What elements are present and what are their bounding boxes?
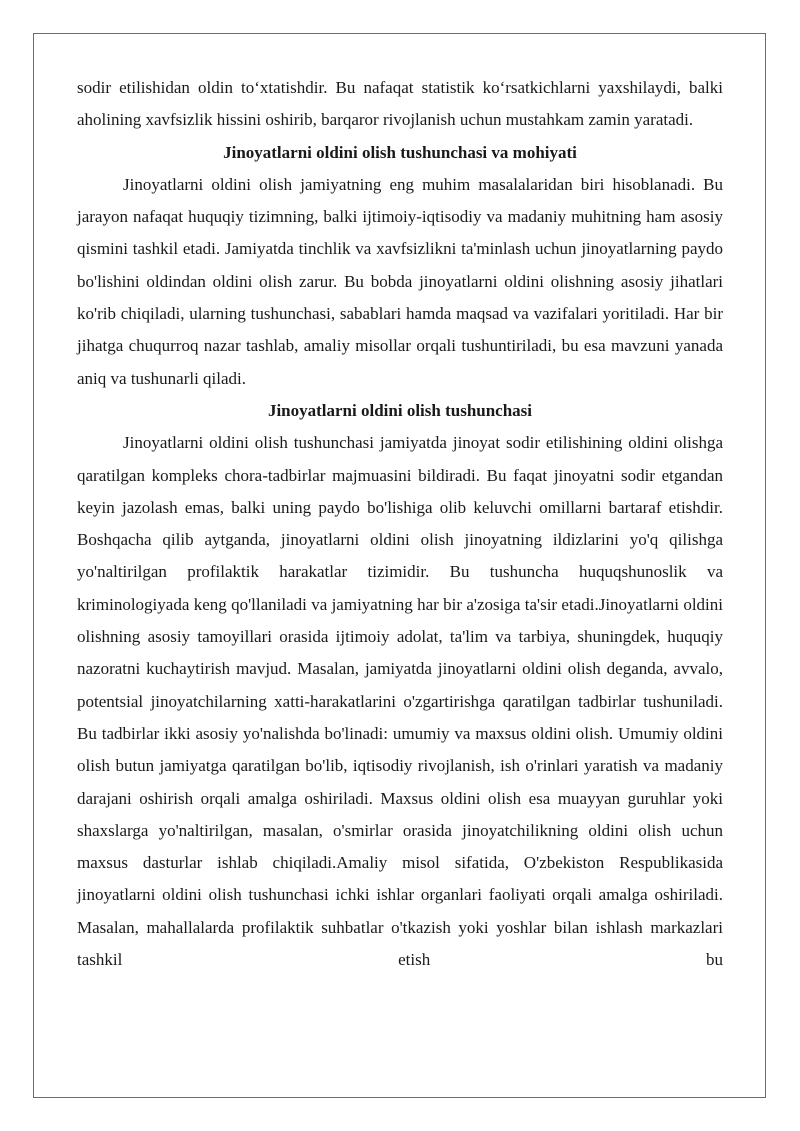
intro-paragraph: sodir etilishidan oldin to‘xtatishdir. Bu nafaqat statistik ko‘rsatkichlarni yaxshilaydi, balki aholining xavfsizlik hissini oshirib, barqaror rivojlanish uchun mustahkam zamin yaratadi. [77, 78, 723, 130]
subsection-paragraph: Jinoyatlarni oldini olish tushunchasi jamiyatda jinoyat sodir etilishining oldini olishga qaratilgan kompleks chora-tadbirlar majmuasini bildiradi. Bu faqat jinoyatni sodir etgandan keyin jazolash emas, balki uning paydo bo'lishiga olib keluvchi omillarni bartaraf etishdir. Boshqacha qilib aytganda, jinoyatlarni oldini olish jinoyatning ildizlarini yo'q qilishga yo'naltirilgan profilaktik harakatlar tizimidir. Bu tushuncha huquqshunoslik va kriminologiyada keng qo'llaniladi va jamiyatning har bir a'zosiga ta'sir etadi.Jinoyatlarni oldini olishning asosiy tamoyillari orasida ijtimoiy adolat, ta'lim va tarbiya, shuningdek, huquqiy nazoratni kuchaytirish mavjud. Masalan, jamiyatda jinoyatlarni oldini olish deganda, avvalo, potentsial jinoyatchilarning xatti-harakatlarini o'zgartirishga qaratilgan tadbirlar tushuniladi. Bu tadbirlar ikki asosiy yo'nalishda bo'linadi: umumiy va maxsus oldini olish. Umumiy oldini olish butun jamiyatga qaratilgan bo'lib, iqtisodiy rivojlanish, ish o'rinlari yaratish va madaniy darajani oshirish orqali amalga oshiriladi. Maxsus oldini olish esa muayyan guruhlar yoki shaxslarga yo'naltirilgan, masalan, o'smirlar orasida jinoyatchilikning oldini olish uchun maxsus dasturlar ishlab chiqiladi.Amaliy misol sifatida, O'zbekiston Respublikasida jinoyatlarni oldini olish tushunchasi ichki ishlar organlari faoliyati orqali amalga oshiriladi. Masalan, mahallalarda profilaktik suhbatlar o'tkazish yoki yoshlar bilan ishlash markazlari tashkil etish bu [77, 433, 723, 970]
subsection-heading: Jinoyatlarni oldini olish tushunchasi [267, 400, 533, 420]
section-heading: Jinoyatlarni oldini olish tushunchasi va mohiyati [223, 142, 577, 162]
section-paragraph: Jinoyatlarni oldini olish jamiyatning eng muhim masalalaridan biri hisoblanadi. Bu jarayon nafaqat huquqiy tizimning, balki ijtimoiy-iqtisodiy va madaniy muhitning ham asosiy qismini tashkil etadi. Jamiyatda tinchlik va xavfsizlikni ta'minlash uchun jinoyatlarning paydo bo'lishini oldindan oldini olish zarur. Bu bobda jinoyatlarni oldini olishning asosiy jihatlari ko'rib chiqiladi, ularning tushunchasi, sabablari hamda maqsad va vazifalari yoritiladi. Har bir jihatga chuqurroq nazar tashlab, amaliy misollar orqali tushuntiriladi, bu esa mavzuni yanada aniq va tushunarli qiladi. [77, 174, 723, 388]
document-body [77, 72, 723, 976]
